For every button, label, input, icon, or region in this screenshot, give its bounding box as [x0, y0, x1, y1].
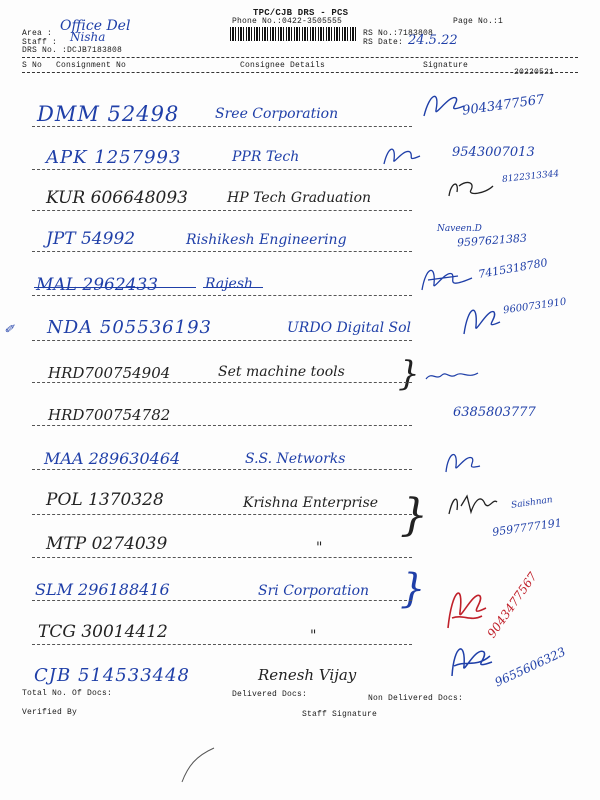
row-7-signature	[422, 365, 482, 385]
row-2-consignment: APK 1257993	[46, 147, 182, 168]
row-7-consignee: Set machine tools	[218, 364, 345, 380]
staff-label: Staff :	[22, 38, 58, 47]
row-11-consignment: MTP 0274039	[46, 534, 168, 554]
row-6-signature	[458, 300, 504, 340]
date-code: 20220521	[514, 68, 555, 77]
row-4-consignment: JPT 54992	[46, 229, 136, 249]
rs-date-value: 24.5.22	[408, 33, 458, 48]
row-6-line	[32, 340, 412, 341]
page-number: Page No.:1	[453, 17, 504, 26]
row-12-signature	[440, 578, 490, 632]
row-4-line	[32, 251, 412, 252]
row-8-consignment: HRD700754782	[48, 406, 171, 424]
row-3-consignment: KUR 606648093	[46, 188, 188, 208]
row-9-consignment: MAA 289630464	[44, 449, 181, 468]
row-3-line	[32, 210, 412, 211]
area-value: Office Del	[60, 18, 131, 34]
row-4-phone: 9597621383	[456, 231, 528, 250]
row-1-consignee: Sree Corporation	[215, 106, 339, 122]
row-14-phone: 9655606323	[492, 644, 568, 690]
staff-value: Nisha	[70, 30, 106, 44]
row-14-signature	[446, 636, 496, 680]
row-8-phone: 6385803777	[453, 405, 536, 420]
row-13-consignee: "	[310, 628, 317, 644]
row-7-line	[32, 382, 412, 383]
staff-signature-label: Staff Signature	[302, 710, 378, 719]
rs-date-label: RS Date:	[363, 38, 404, 47]
row-5-consignee: Rajesh	[205, 276, 254, 292]
row-6-consignment: NDA 505536193	[47, 317, 212, 338]
column-signature: Signature	[423, 61, 469, 70]
row-2-phone: 9543007013	[452, 145, 535, 160]
row-5-signature	[418, 262, 476, 296]
row-1-line	[32, 126, 412, 127]
column-consignment: Consignment No	[56, 61, 127, 70]
row-12-phone: 9043477567	[484, 569, 540, 641]
document-title: TPC/CJB DRS - PCS	[253, 8, 349, 18]
row-6-phone: 9600731910	[502, 296, 568, 317]
row-5-phone: 7415318780	[477, 256, 549, 281]
area-label: Area :	[22, 29, 53, 38]
drs-number: DRS No. :DCJB7183808	[22, 46, 123, 55]
row-9-signature	[440, 446, 484, 476]
row-1-signature	[420, 88, 468, 120]
row-1-consignment: DMM 52498	[37, 102, 180, 126]
row-10-consignment: POL 1370328	[46, 490, 164, 510]
row-1-phone: 9043477567	[461, 92, 546, 119]
row-12-consignee: Sri Corporation	[258, 583, 370, 599]
phone-number: Phone No.:0422-3505555	[232, 17, 343, 26]
row-5-strikethrough-2	[203, 287, 263, 288]
row-12-line	[32, 600, 412, 601]
column-consignee: Consignee Details	[240, 61, 326, 70]
row-11-line	[32, 557, 412, 558]
row-5-line	[32, 295, 412, 296]
column-rule	[22, 72, 578, 73]
row-4-note: Naveen.D	[437, 224, 482, 234]
row-2-line	[32, 169, 412, 170]
row-3-phone: 8122313344	[501, 169, 560, 185]
row-13-line	[32, 644, 412, 645]
row-9-line	[32, 469, 412, 470]
verified-by-label: Verified By	[22, 708, 78, 717]
row-6-margin-mark: ✐	[4, 322, 15, 336]
row-7-8-brace: }	[398, 354, 420, 394]
row-2-signature	[380, 140, 424, 168]
row-10-phone: 9597777191	[491, 516, 563, 539]
row-13-consignment: TCG 30014412	[38, 622, 168, 642]
row-5-strikethrough	[34, 287, 196, 288]
row-11-consignee: "	[316, 540, 323, 556]
row-6-consignee: URDO Digital Sol	[287, 320, 412, 336]
header-rule	[22, 57, 578, 58]
row-12-consignment: SLM 296188416	[35, 580, 170, 599]
non-delivered-docs-label: Non Delivered Docs:	[368, 694, 464, 703]
total-docs-label: Total No. Of Docs:	[22, 689, 113, 698]
row-2-consignee: PPR Tech	[232, 149, 300, 165]
row-8-line	[32, 425, 412, 426]
row-5-consignment: MAL 2962433	[36, 275, 159, 295]
row-7-consignment: HRD700754904	[48, 364, 171, 382]
row-4-consignee: Rishikesh Engineering	[186, 232, 347, 248]
corner-mark	[178, 746, 218, 784]
delivered-docs-label: Delivered Docs:	[232, 690, 308, 699]
rs-number: RS No.:7183808	[363, 29, 434, 38]
row-12-13-brace: }	[400, 566, 426, 612]
row-3-signature	[445, 176, 497, 202]
column-sno: S No	[22, 61, 43, 70]
barcode	[230, 27, 358, 41]
row-10-note: Saishnan	[510, 495, 554, 511]
row-10-11-brace: }	[400, 490, 428, 541]
row-10-signature	[445, 486, 501, 520]
row-14-consignment: CJB 514533448	[34, 665, 191, 686]
row-14-consignee: Renesh Vijay	[258, 666, 357, 684]
row-10-consignee: Krishna Enterprise	[243, 495, 379, 511]
row-9-consignee: S.S. Networks	[245, 451, 346, 467]
row-3-consignee: HP Tech Graduation	[227, 190, 372, 206]
row-10-line	[32, 514, 412, 515]
